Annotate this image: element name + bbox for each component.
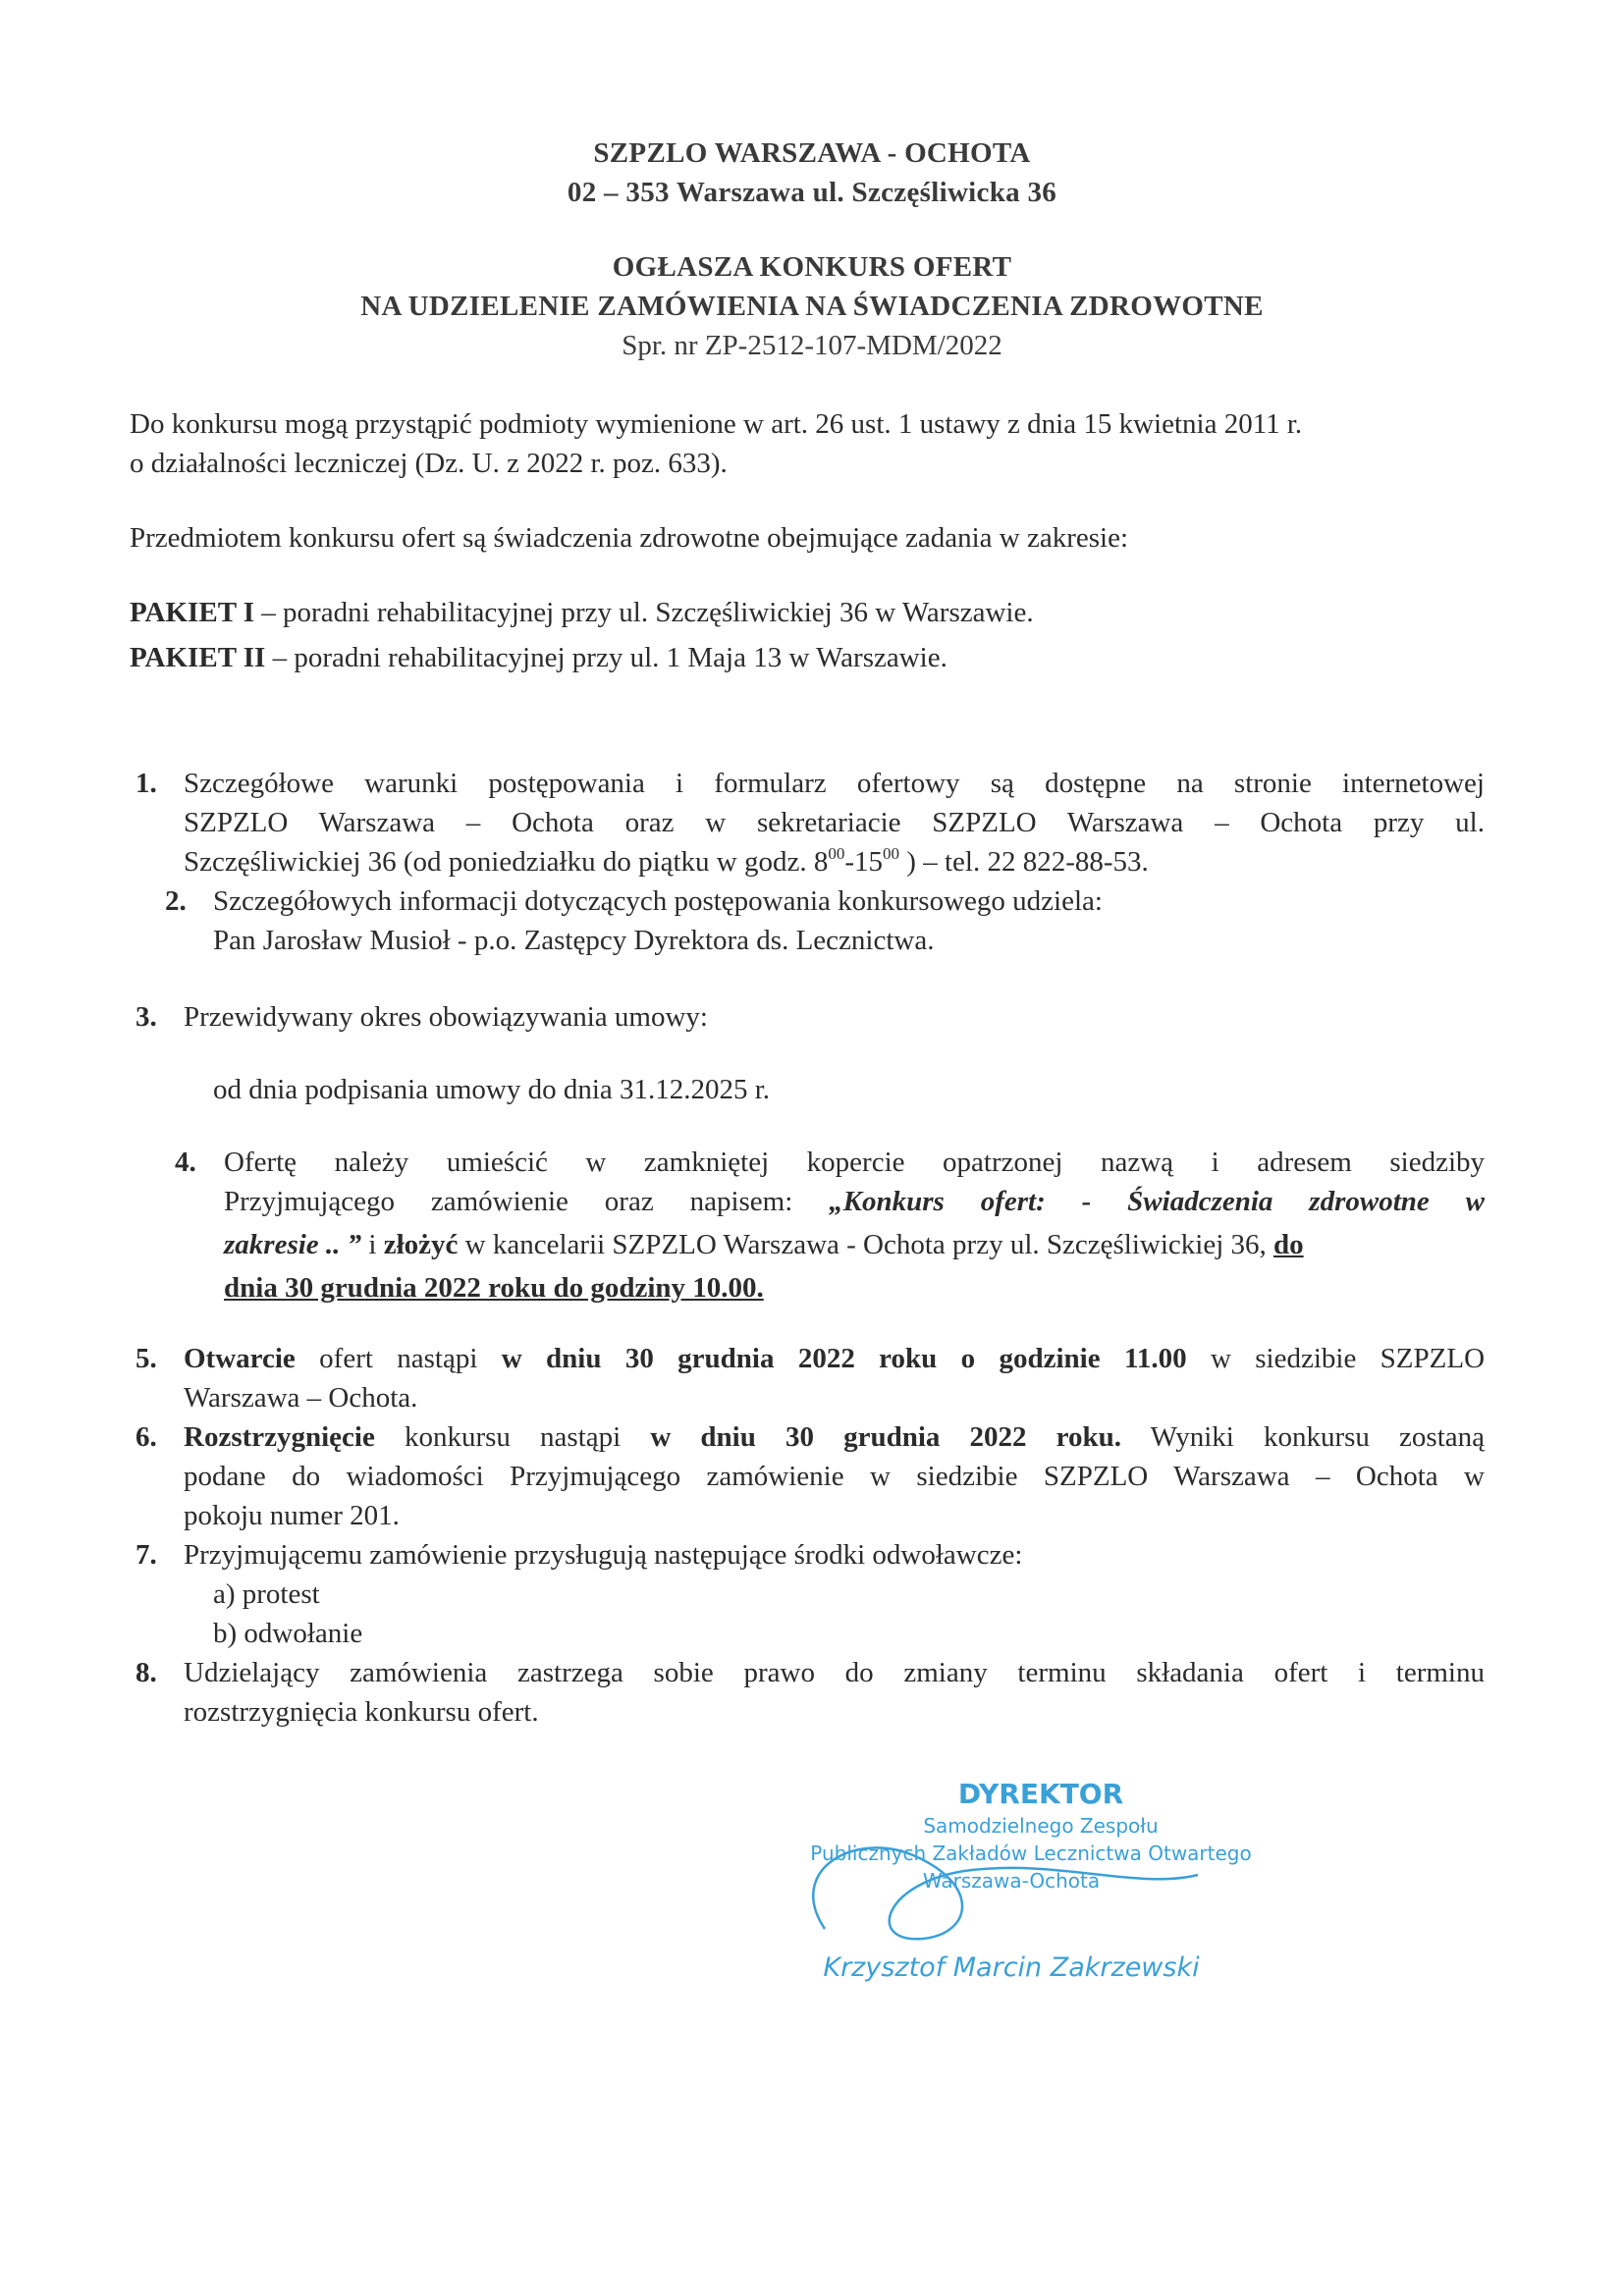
item-3-line-2: od dnia podpisania umowy do dnia 31.12.2025 r.: [213, 1074, 771, 1105]
title-line-2: NA UDZIELENIE ZAMÓWIENIA NA ŚWIADCZENIA ZDROWOTNE: [360, 291, 1264, 322]
item-5-line-2: Warszawa – Ochota.: [184, 1382, 418, 1414]
item-7-option-b: b) odwołanie: [213, 1618, 363, 1649]
package-2-label: PAKIET II: [130, 642, 266, 673]
subject-line: Przedmiotem konkursu ofert są świadczenia zdrowotne obejmujące zadania w zakresie:: [130, 522, 1129, 554]
item-5-b: ofert nastąpi: [295, 1343, 502, 1374]
item-6-line-3: pokoju numer 201.: [184, 1500, 400, 1531]
item-5-number: 5.: [135, 1343, 157, 1374]
director-stamp: [746, 1762, 1257, 1998]
item-4-line-4: [224, 1268, 764, 1308]
package-1-label: PAKIET I: [130, 597, 255, 628]
intro-line-1: Do konkursu mogą przystąpić podmioty wymienione w art. 26 ust. 1 ustawy z dnia 15 kwietnia 2011 r.: [130, 408, 1303, 440]
item-5-d: w siedzibie SZPZLO: [1186, 1343, 1486, 1374]
package-2-text: – poradni rehabilitacyjnej przy ul. 1 Maja 13 w Warszawie.: [265, 642, 947, 673]
item-4-line-3: [224, 1225, 1304, 1264]
item-1-line-3-a: Szczęśliwickiej 36 (od poniedziałku do piątku w godz. 8: [184, 846, 829, 878]
item-6-d: Wyniki konkursu zostaną: [1121, 1421, 1485, 1453]
item-7-number: 7.: [135, 1539, 157, 1571]
item-4-number: 4.: [175, 1147, 196, 1178]
item-1-sup-2: 00: [883, 844, 900, 863]
package-1: [130, 593, 1034, 632]
item-4-line-2: [224, 1182, 1485, 1221]
package-2: [130, 638, 947, 677]
item-4-line-2-a: Przyjmującego zamówienie oraz napisem:: [224, 1186, 830, 1217]
item-4-label-quote: „Konkurs ofert: - Świadczenia zdrowotne w: [829, 1186, 1485, 1217]
item-4-deadline-start: do: [1273, 1229, 1304, 1260]
org-name: SZPZLO WARSZAWA - OCHOTA: [593, 137, 1031, 169]
stamp-name: Krzysztof Marcin Zakrzewski: [823, 1952, 1200, 1983]
item-4-deadline: dnia 30 grudnia 2022 roku do godziny 10.00.: [224, 1272, 764, 1304]
item-5-c: w dniu 30 grudnia 2022 roku o godzinie 11.00: [501, 1343, 1187, 1374]
item-5-a: Otwarcie: [184, 1343, 296, 1374]
item-4-line-1: Ofertę należy umieścić w zamkniętej kopercie opatrzonej nazwą i adresem siedziby: [224, 1147, 1485, 1178]
item-6-b: konkursu nastąpi: [374, 1421, 651, 1453]
item-6-line-2: podane do wiadomości Przyjmującego zamówienie w siedzibie SZPZLO Warszawa – Ochota w: [184, 1461, 1485, 1492]
item-6-number: 6.: [135, 1421, 157, 1453]
item-1-number: 1.: [135, 768, 157, 799]
item-1-line-1: Szczegółowe warunki postępowania i formularz ofertowy są dostępne na stronie internetowej: [184, 768, 1485, 799]
item-7-line-1: Przyjmującemu zamówienie przysługują następujące środki odwoławcze:: [184, 1539, 1023, 1571]
item-4-line-3-d: w kancelarii SZPZLO Warszawa - Ochota przy ul. Szczęśliwickiej 36,: [458, 1229, 1274, 1260]
stamp-line-2: Publicznych Zakładów Lecznictwa Otwartego: [810, 1842, 1252, 1865]
item-1-line-3: [184, 842, 1149, 881]
item-4-line-3-b: i: [361, 1229, 384, 1260]
item-7-option-a: a) protest: [213, 1578, 320, 1610]
item-2-number: 2.: [165, 885, 187, 917]
package-1-text: – poradni rehabilitacyjnej przy ul. Szczęśliwickiej 36 w Warszawie.: [254, 597, 1034, 628]
item-4-label-quote-end: zakresie .. ”: [224, 1229, 362, 1260]
item-2-line-1: Szczegółowych informacji dotyczących postępowania konkursowego udziela:: [213, 885, 1103, 917]
item-6-c: w dniu 30 grudnia 2022 roku.: [650, 1421, 1121, 1453]
item-1-line-2: SZPZLO Warszawa – Ochota oraz w sekretariacie SZPZLO Warszawa – Ochota przy ul.: [184, 807, 1485, 838]
item-8-line-1: Udzielający zamówienia zastrzega sobie prawo do zmiany terminu składania ofert i terminu: [184, 1657, 1485, 1688]
org-address: 02 – 353 Warszawa ul. Szczęśliwicka 36: [567, 177, 1057, 208]
stamp-line-1: Samodzielnego Zespołu: [923, 1814, 1159, 1838]
item-1-line-3-c: ) – tel. 22 822-88-53.: [899, 846, 1149, 878]
item-3-line-1: Przewidywany okres obowiązywania umowy:: [184, 1001, 708, 1033]
item-1-line-3-b: -15: [844, 846, 884, 878]
item-2-line-2: Pan Jarosław Musioł - p.o. Zastępcy Dyrektora ds. Lecznictwa.: [213, 925, 935, 956]
intro-line-2: o działalności leczniczej (Dz. U. z 2022 r. poz. 633).: [130, 448, 728, 479]
item-4-submit-word: złożyć: [383, 1229, 459, 1260]
title-line-1: OGŁASZA KONKURS OFERT: [612, 251, 1012, 283]
item-3-number: 3.: [135, 1001, 157, 1033]
item-6-a: Rozstrzygnięcie: [184, 1421, 375, 1453]
item-1-sup-1: 00: [828, 844, 845, 863]
item-5-line-1: [184, 1339, 1485, 1378]
item-6-line-1: [184, 1417, 1485, 1457]
stamp-title: DYREKTOR: [957, 1778, 1124, 1810]
item-8-number: 8.: [135, 1657, 157, 1688]
stamp-line-3: Warszawa-Ochota: [922, 1869, 1101, 1893]
item-8-line-2: rozstrzygnięcia konkursu ofert.: [184, 1696, 539, 1728]
reference-number: Spr. nr ZP-2512-107-MDM/2022: [622, 330, 1002, 361]
